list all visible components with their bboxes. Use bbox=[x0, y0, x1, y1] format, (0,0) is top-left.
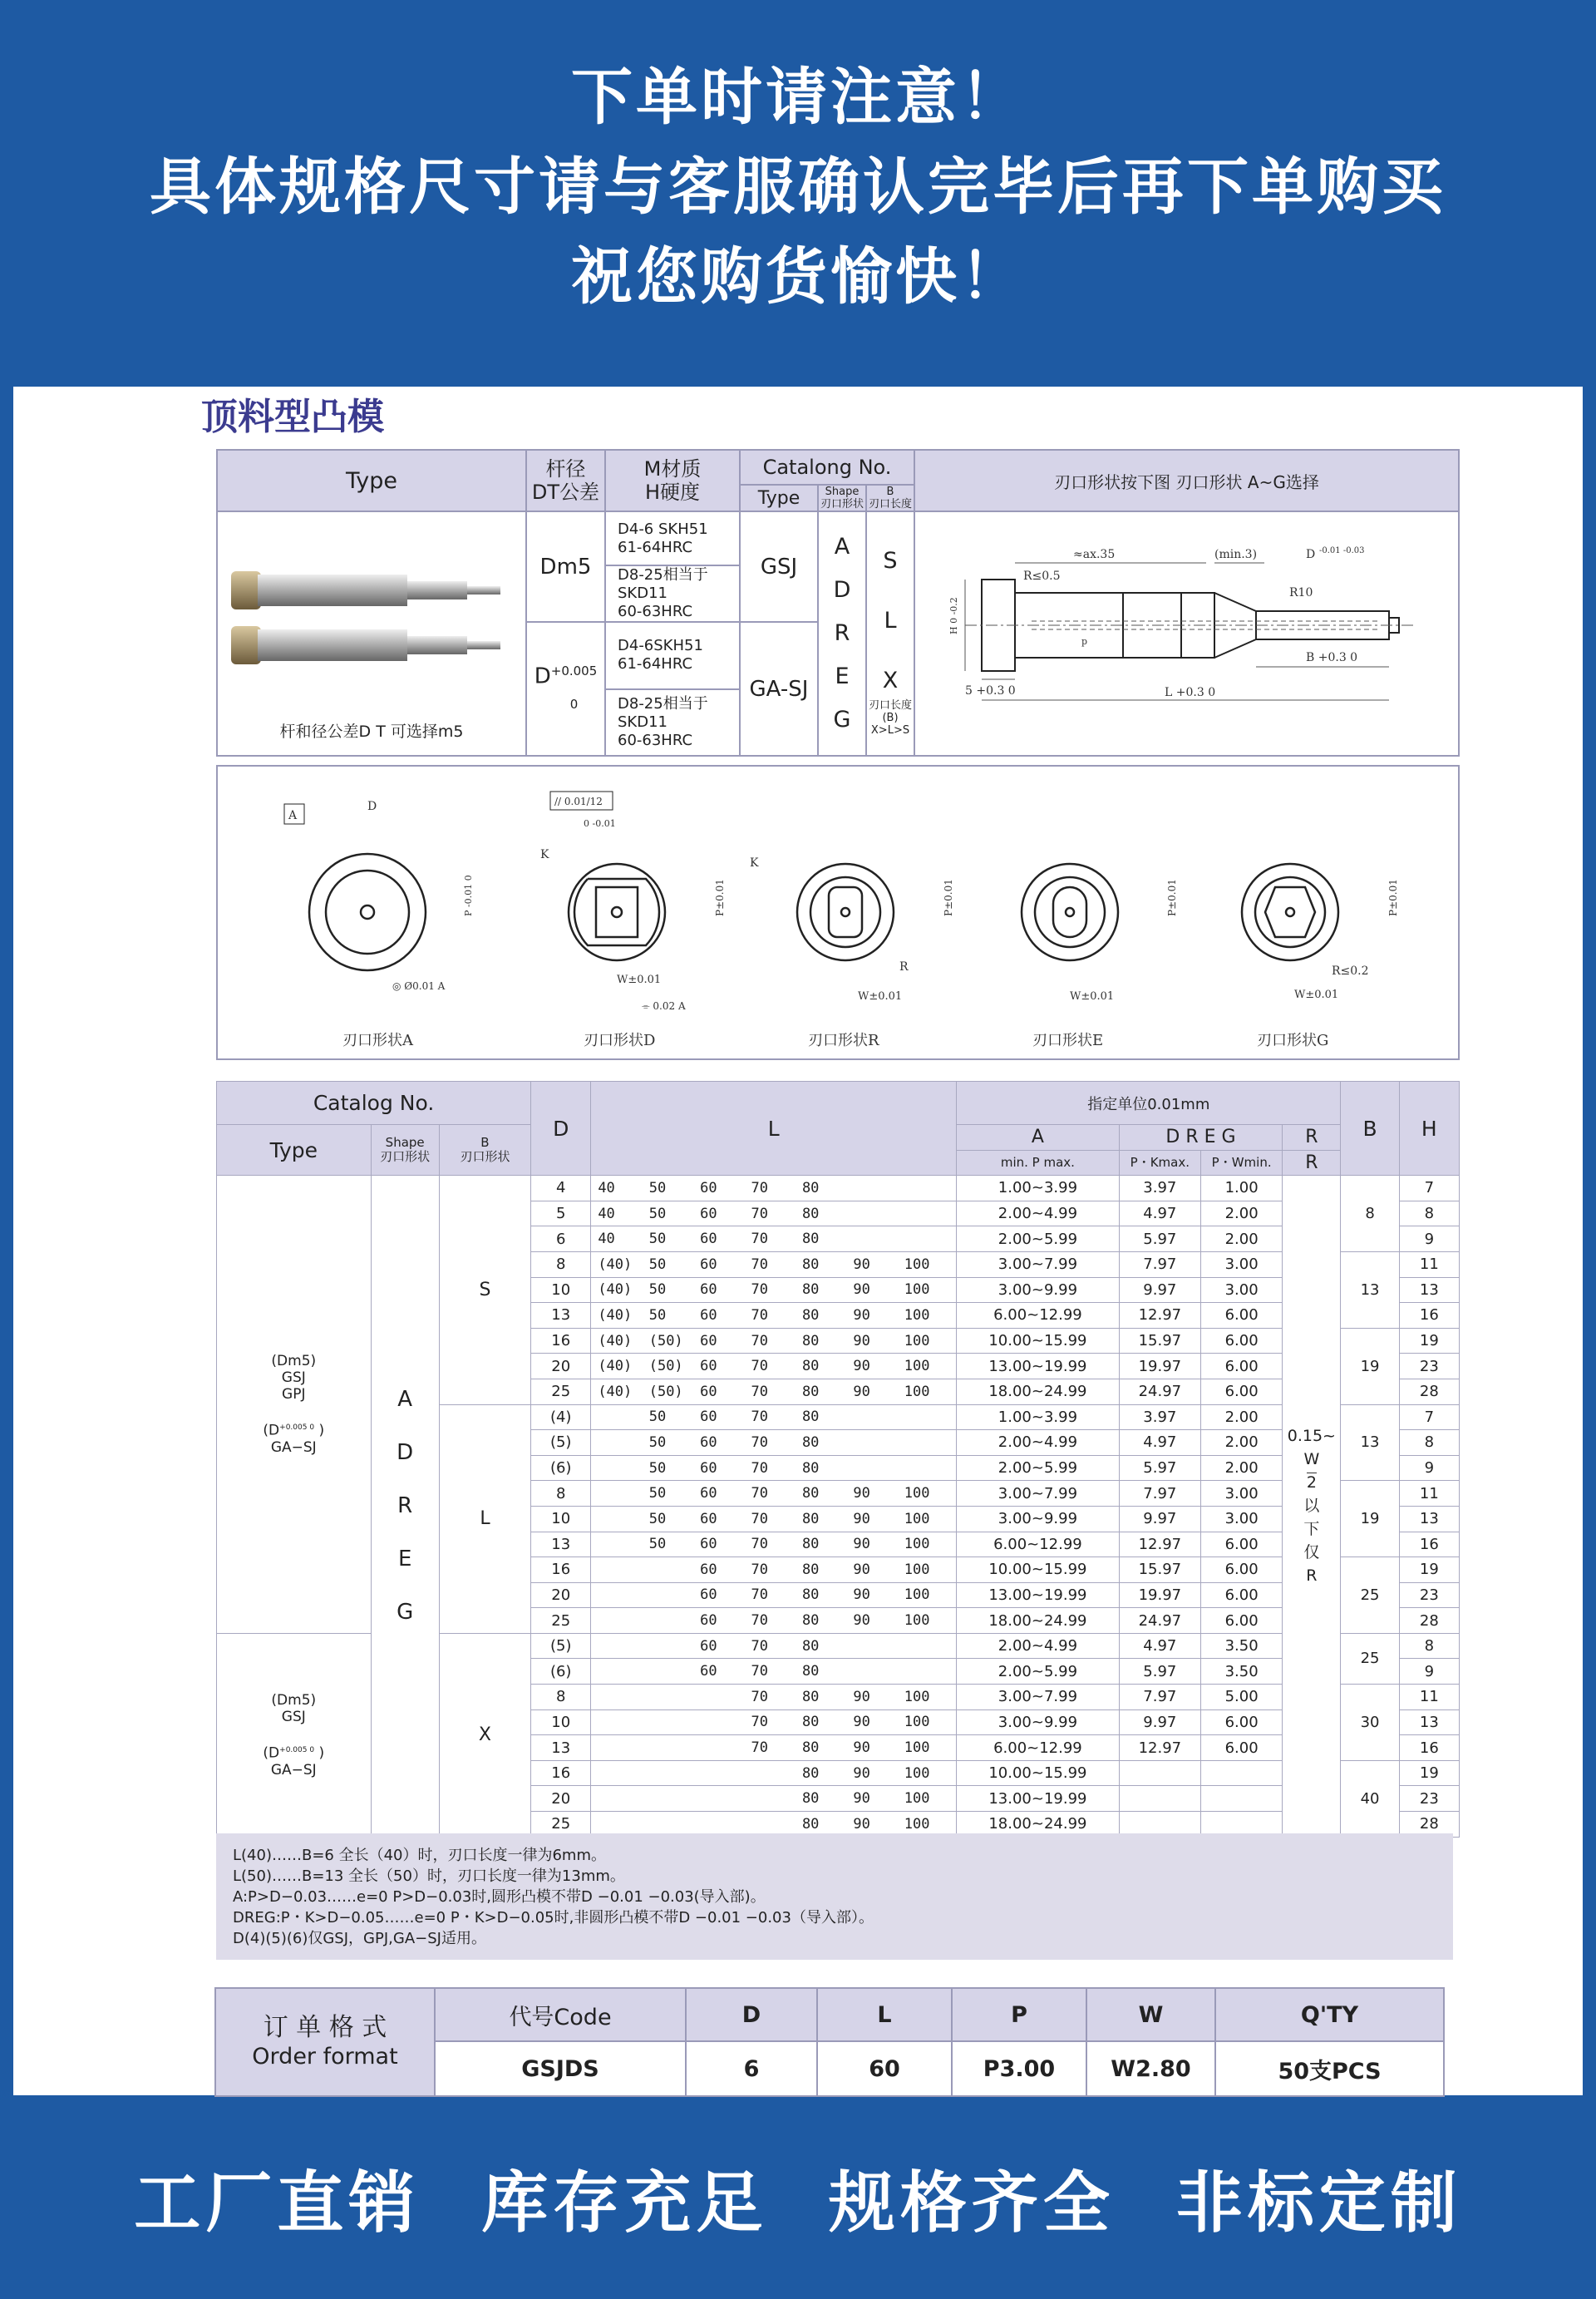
page-title: 顶料型凸模 bbox=[201, 396, 384, 438]
notice-banner bbox=[0, 0, 1596, 374]
cell-l: 40 50 60 70 80 bbox=[591, 1226, 956, 1252]
cell-a: 18.00~24.99 bbox=[957, 1812, 1120, 1838]
punch-photo bbox=[218, 513, 524, 754]
cell-d: 8 bbox=[531, 1481, 591, 1507]
cell-l: 50 60 70 80 bbox=[591, 1404, 956, 1430]
cell-a: 10.00~15.99 bbox=[957, 1557, 1120, 1583]
order-format-label: 订 单 格 式 Order format bbox=[215, 1988, 435, 2096]
cell-d: 6 bbox=[531, 1226, 591, 1252]
shapes-panel bbox=[216, 765, 1460, 1060]
cell-a: 6.00~12.99 bbox=[957, 1532, 1120, 1557]
cell-h: 16 bbox=[1399, 1532, 1459, 1557]
cell-a: 2.00~5.99 bbox=[957, 1455, 1120, 1481]
cell-a: 3.00~7.99 bbox=[957, 1251, 1120, 1277]
cell-l: 50 60 70 80 bbox=[591, 1430, 956, 1456]
order-d-header: D bbox=[686, 1988, 817, 2041]
dim-l: L +0.3 0 bbox=[1165, 686, 1216, 700]
order-l-value: 60 bbox=[817, 2041, 952, 2096]
b-shape-col-header: B 刃口形状 bbox=[439, 1125, 530, 1176]
a-header: A bbox=[957, 1125, 1120, 1151]
cell-l: 60 70 80 bbox=[591, 1659, 956, 1685]
cell-pw: 2.00 bbox=[1200, 1430, 1282, 1456]
cell-a: 1.00~3.99 bbox=[957, 1404, 1120, 1430]
dim-5: 5 +0.3 0 bbox=[965, 684, 1016, 698]
cell-l: (40) 50 60 70 80 90 100 bbox=[591, 1251, 956, 1277]
dim-min: (min.3) bbox=[1214, 548, 1258, 562]
shape-d-drawing bbox=[540, 792, 726, 1049]
cell-pk: 12.97 bbox=[1119, 1303, 1200, 1329]
cat-type-header: Type bbox=[740, 485, 818, 511]
punch-drawing-cell bbox=[914, 511, 1459, 756]
cell-a: 3.00~7.99 bbox=[957, 1481, 1120, 1507]
cell-pw: 5.00 bbox=[1200, 1685, 1282, 1710]
cell-b: 19 bbox=[1341, 1328, 1399, 1404]
cell-pw: 6.00 bbox=[1200, 1582, 1282, 1608]
cell-l: 40 50 60 70 80 bbox=[591, 1176, 956, 1201]
b-col-header: B bbox=[1341, 1082, 1399, 1176]
cell-b: 8 bbox=[1341, 1176, 1399, 1252]
pwmin-header: P・Wmin. bbox=[1200, 1150, 1282, 1176]
type-gsj: GSJ bbox=[740, 511, 818, 622]
shape-g-drawing bbox=[1242, 864, 1399, 1049]
shape-col-header: Shape 刃口形状 bbox=[371, 1125, 439, 1176]
shape-a-conc: ◎ Ø0.01 A bbox=[392, 980, 446, 992]
order-p-value: P3.00 bbox=[952, 2041, 1086, 2096]
cell-d: (6) bbox=[531, 1659, 591, 1685]
cell-pk: 4.97 bbox=[1119, 1201, 1200, 1226]
cell-a: 13.00~19.99 bbox=[957, 1582, 1120, 1608]
minp-header: min. P max. bbox=[957, 1150, 1120, 1176]
cell-pw: 3.00 bbox=[1200, 1506, 1282, 1532]
cell-pk bbox=[1119, 1786, 1200, 1812]
cell-b: 13 bbox=[1341, 1251, 1399, 1328]
cell-l: 60 70 80 90 100 bbox=[591, 1557, 956, 1583]
cell-h: 23 bbox=[1399, 1786, 1459, 1812]
cell-pk: 5.97 bbox=[1119, 1455, 1200, 1481]
cell-l: 40 50 60 70 80 bbox=[591, 1201, 956, 1226]
cell-h: 19 bbox=[1399, 1557, 1459, 1583]
cell-a: 2.00~5.99 bbox=[957, 1659, 1120, 1685]
cell-d: (5) bbox=[531, 1430, 591, 1456]
shape-d-sym: ⌯ 0.02 A bbox=[642, 1000, 686, 1012]
cell-pw: 2.00 bbox=[1200, 1201, 1282, 1226]
footer-banner: 工厂直销 库存充足 规格齐全 非标定制 bbox=[134, 2164, 1462, 2242]
cell-h: 13 bbox=[1399, 1506, 1459, 1532]
cell-pk: 4.97 bbox=[1119, 1430, 1200, 1456]
cell-l: 80 90 100 bbox=[591, 1812, 956, 1838]
shape-e-p: P±0.01 bbox=[1166, 879, 1178, 916]
cell-l: 50 60 70 80 bbox=[591, 1455, 956, 1481]
cell-pk: 7.97 bbox=[1119, 1251, 1200, 1277]
cell-b: 30 bbox=[1341, 1685, 1399, 1761]
cell-pk: 4.97 bbox=[1119, 1633, 1200, 1659]
shape-e-w: W±0.01 bbox=[1070, 990, 1115, 1003]
cell-a: 18.00~24.99 bbox=[957, 1379, 1120, 1404]
cell-h: 11 bbox=[1399, 1251, 1459, 1277]
dt-header: 杆径 DT公差 bbox=[526, 450, 605, 511]
cell-pw: 6.00 bbox=[1200, 1354, 1282, 1379]
shape-r-w: W±0.01 bbox=[858, 990, 903, 1003]
cell-d: 16 bbox=[531, 1760, 591, 1786]
cell-h: 9 bbox=[1399, 1455, 1459, 1481]
l-header: L bbox=[591, 1082, 957, 1176]
cell-a: 6.00~12.99 bbox=[957, 1735, 1120, 1761]
cell-h: 28 bbox=[1399, 1812, 1459, 1838]
shape-d-p: P±0.01 bbox=[714, 879, 726, 916]
cell-pw: 6.00 bbox=[1200, 1303, 1282, 1329]
note-2: L(50)……B=13 全长（50）时，刃口长度一律为13mm。 bbox=[233, 1867, 625, 1885]
cell-h: 23 bbox=[1399, 1582, 1459, 1608]
shape-g-p: P±0.01 bbox=[1387, 879, 1399, 916]
cell-l: 70 80 90 100 bbox=[591, 1709, 956, 1735]
type-gasj: GA-SJ bbox=[740, 622, 818, 756]
cell-l: 70 80 90 100 bbox=[591, 1735, 956, 1761]
shape-g-r: R≤0.2 bbox=[1332, 964, 1369, 978]
cell-d: 25 bbox=[531, 1608, 591, 1634]
r-header: R bbox=[1283, 1125, 1341, 1151]
cell-a: 13.00~19.99 bbox=[957, 1786, 1120, 1812]
order-w-header: W bbox=[1086, 1988, 1215, 2041]
banner-line-2: 具体规格尺寸请与客服确认完毕后再下单购买 bbox=[150, 151, 1446, 223]
cell-a: 18.00~24.99 bbox=[957, 1608, 1120, 1634]
cell-h: 8 bbox=[1399, 1633, 1459, 1659]
cell-l: (40) 50 60 70 80 90 100 bbox=[591, 1277, 956, 1303]
cell-pk: 7.97 bbox=[1119, 1481, 1200, 1507]
note-1: L(40)……B=6 全长（40）时，刃口长度一律为6mm。 bbox=[233, 1847, 607, 1864]
cell-d: 10 bbox=[531, 1277, 591, 1303]
dim-d: D bbox=[1306, 548, 1316, 562]
cell-pk: 5.97 bbox=[1119, 1659, 1200, 1685]
cell-pw: 6.00 bbox=[1200, 1379, 1282, 1404]
cell-d: 8 bbox=[531, 1685, 591, 1710]
shape-d-tol: 0 -0.01 bbox=[584, 818, 616, 829]
shape-d-par: // 0.01/12 bbox=[554, 796, 603, 807]
r-col-values: 0.15~ W 2 以 下 仅 R bbox=[1283, 1176, 1341, 1837]
cell-h: 28 bbox=[1399, 1379, 1459, 1404]
cell-h: 13 bbox=[1399, 1277, 1459, 1303]
shape-d-k: K bbox=[540, 848, 549, 861]
cell-pw: 2.00 bbox=[1200, 1404, 1282, 1430]
cell-pk: 24.97 bbox=[1119, 1608, 1200, 1634]
cell-h: 7 bbox=[1399, 1176, 1459, 1201]
notes-box bbox=[216, 1833, 1453, 1960]
cell-pw: 6.00 bbox=[1200, 1328, 1282, 1354]
cell-pw: 6.00 bbox=[1200, 1532, 1282, 1557]
cell-d: 10 bbox=[531, 1709, 591, 1735]
cell-pk: 12.97 bbox=[1119, 1532, 1200, 1557]
shape-r-r: R bbox=[899, 960, 909, 974]
unit-header: 指定单位0.01mm bbox=[957, 1082, 1341, 1125]
cell-pw: 3.00 bbox=[1200, 1251, 1282, 1277]
dim-r05: R≤0.5 bbox=[1023, 570, 1061, 584]
cell-pw: 3.00 bbox=[1200, 1277, 1282, 1303]
punch-drawing bbox=[915, 513, 1422, 754]
cell-d: 13 bbox=[531, 1303, 591, 1329]
order-qty-header: Q'TY bbox=[1215, 1988, 1444, 2041]
shape-r-label: 刃口形状R bbox=[808, 1032, 879, 1049]
blen-s: S bbox=[439, 1176, 530, 1404]
cell-a: 2.00~4.99 bbox=[957, 1201, 1120, 1226]
material-header: M材质 H硬度 bbox=[605, 450, 740, 511]
shape-d-label: 刃口形状D bbox=[584, 1032, 656, 1049]
material-3: D4-6SKH51 61-64HRC bbox=[605, 622, 740, 688]
cell-d: (4) bbox=[531, 1404, 591, 1430]
shape-a-drawing bbox=[284, 800, 474, 1049]
cell-pk: 24.97 bbox=[1119, 1379, 1200, 1404]
shape-header: Shape 刃口形状 bbox=[818, 485, 866, 511]
cell-pk: 5.97 bbox=[1119, 1226, 1200, 1252]
cell-d: 20 bbox=[531, 1786, 591, 1812]
order-code-header: 代号Code bbox=[435, 1988, 686, 2041]
cell-d: 4 bbox=[531, 1176, 591, 1201]
cell-pk: 15.97 bbox=[1119, 1557, 1200, 1583]
shape-choose-header: 刃口形状按下图 刃口形状 A~G选择 bbox=[914, 450, 1459, 511]
note-4: DREG:P・K>D−0.05……e=0 P・K>D−0.05时,非圆形凸模不带D −0.01 −0.03（导入部）。 bbox=[233, 1909, 874, 1927]
order-d-value: 6 bbox=[686, 2041, 817, 2096]
dim-b: B +0.3 0 bbox=[1306, 651, 1358, 665]
cell-b: 25 bbox=[1341, 1557, 1399, 1634]
cell-d: (6) bbox=[531, 1455, 591, 1481]
pkmax-header: P・Kmax. bbox=[1119, 1150, 1200, 1176]
blen-x: X bbox=[439, 1633, 530, 1837]
order-p-header: P bbox=[952, 1988, 1086, 2041]
note-5: D(4)(5)(6)仅GSJ，GPJ,GA−SJ适用。 bbox=[233, 1930, 486, 1947]
type-col-header: Type bbox=[217, 1125, 372, 1176]
shape-col-values: A D R E G bbox=[371, 1176, 439, 1837]
cell-d: 13 bbox=[531, 1735, 591, 1761]
tol-dplus: $D^{+0.005}$ 0 bbox=[526, 622, 605, 756]
shape-a-tag: A bbox=[288, 809, 298, 822]
shape-g-w: W±0.01 bbox=[1294, 989, 1339, 1001]
cell-b: 25 bbox=[1341, 1633, 1399, 1684]
type-header: Type bbox=[217, 450, 526, 511]
cell-a: 1.00~3.99 bbox=[957, 1176, 1120, 1201]
cell-h: 11 bbox=[1399, 1685, 1459, 1710]
dim-d-tol: -0.01 -0.03 bbox=[1319, 546, 1365, 556]
cell-h: 19 bbox=[1399, 1328, 1459, 1354]
cell-l: 50 60 70 80 90 100 bbox=[591, 1481, 956, 1507]
cell-a: 2.00~4.99 bbox=[957, 1633, 1120, 1659]
cell-pk: 15.97 bbox=[1119, 1328, 1200, 1354]
banner-line-1: 下单时请注意！ bbox=[571, 62, 1025, 133]
cell-b: 40 bbox=[1341, 1760, 1399, 1837]
cell-a: 10.00~15.99 bbox=[957, 1760, 1120, 1786]
type-group-2: (Dm5) GSJ ($D^{+0.005 0}$ ) GA−SJ bbox=[217, 1633, 372, 1837]
cell-pw bbox=[1200, 1786, 1282, 1812]
cell-pk: 7.97 bbox=[1119, 1685, 1200, 1710]
dim-h: H 0 -0.2 bbox=[948, 597, 959, 635]
cell-pk: 12.97 bbox=[1119, 1735, 1200, 1761]
cell-d: 16 bbox=[531, 1328, 591, 1354]
cell-h: 19 bbox=[1399, 1760, 1459, 1786]
dim-p: p bbox=[1081, 636, 1088, 648]
cell-h: 9 bbox=[1399, 1226, 1459, 1252]
material-1: D4-6 SKH51 61-64HRC bbox=[605, 511, 740, 565]
order-qty-value: 50支PCS bbox=[1215, 2041, 1444, 2096]
table-row bbox=[217, 1176, 1460, 1201]
cell-a: 2.00~4.99 bbox=[957, 1430, 1120, 1456]
cell-a: 6.00~12.99 bbox=[957, 1303, 1120, 1329]
cell-pw: 6.00 bbox=[1200, 1557, 1282, 1583]
cell-pw bbox=[1200, 1760, 1282, 1786]
cell-l: 50 60 70 80 90 100 bbox=[591, 1506, 956, 1532]
type-group-1: (Dm5) GSJ GPJ ($D^{+0.005 0}$ ) GA−SJ bbox=[217, 1176, 372, 1634]
cell-d: 13 bbox=[531, 1532, 591, 1557]
h-col-header: H bbox=[1399, 1082, 1459, 1176]
cell-a: 2.00~5.99 bbox=[957, 1226, 1120, 1252]
cell-l: 80 90 100 bbox=[591, 1760, 956, 1786]
cell-h: 23 bbox=[1399, 1354, 1459, 1379]
order-w-value: W2.80 bbox=[1086, 2041, 1215, 2096]
cell-h: 11 bbox=[1399, 1481, 1459, 1507]
cell-pk: 19.97 bbox=[1119, 1582, 1200, 1608]
cell-h: 16 bbox=[1399, 1303, 1459, 1329]
shape-g-label: 刃口形状G bbox=[1257, 1032, 1329, 1049]
cell-pk: 9.97 bbox=[1119, 1506, 1200, 1532]
cell-pw: 3.50 bbox=[1200, 1633, 1282, 1659]
shape-d-w: W±0.01 bbox=[617, 974, 662, 986]
cell-h: 7 bbox=[1399, 1404, 1459, 1430]
note-3: A:P>D−0.03……e=0 P>D−0.03时,圆形凸模不带D −0.01 −0.03(导入部)。 bbox=[233, 1888, 766, 1906]
cell-l: 60 70 80 bbox=[591, 1633, 956, 1659]
cell-d: 25 bbox=[531, 1379, 591, 1404]
cell-l: 60 70 80 90 100 bbox=[591, 1608, 956, 1634]
b-list: S L X 刃口长度 (B) X>L>S bbox=[866, 511, 914, 756]
cell-pw: 6.00 bbox=[1200, 1735, 1282, 1761]
cell-h: 13 bbox=[1399, 1709, 1459, 1735]
cell-b: 19 bbox=[1341, 1481, 1399, 1557]
cell-l: 70 80 90 100 bbox=[591, 1685, 956, 1710]
cell-a: 3.00~9.99 bbox=[957, 1506, 1120, 1532]
cell-pk: 19.97 bbox=[1119, 1354, 1200, 1379]
cell-pw: 2.00 bbox=[1200, 1455, 1282, 1481]
cell-a: 13.00~19.99 bbox=[957, 1354, 1120, 1379]
cell-l: (40) (50) 60 70 80 90 100 bbox=[591, 1328, 956, 1354]
shape-e-label: 刃口形状E bbox=[1032, 1032, 1104, 1049]
cell-l: (40) (50) 60 70 80 90 100 bbox=[591, 1379, 956, 1404]
cell-pk: 3.97 bbox=[1119, 1404, 1200, 1430]
dim-max: ≈ax.35 bbox=[1073, 548, 1116, 562]
cell-d: 5 bbox=[531, 1201, 591, 1226]
cell-d: 20 bbox=[531, 1582, 591, 1608]
cell-l: 80 90 100 bbox=[591, 1786, 956, 1812]
shape-r-drawing bbox=[750, 856, 954, 1049]
material-4: D8-25相当于SKD11 60-63HRC bbox=[605, 689, 740, 756]
cell-d: 20 bbox=[531, 1354, 591, 1379]
cell-b: 13 bbox=[1341, 1404, 1399, 1481]
cell-h: 9 bbox=[1399, 1659, 1459, 1685]
cell-h: 28 bbox=[1399, 1608, 1459, 1634]
cell-pw: 3.50 bbox=[1200, 1659, 1282, 1685]
punch-photo-cell bbox=[217, 511, 526, 756]
dimension-table bbox=[216, 1081, 1460, 1838]
cell-d: 25 bbox=[531, 1812, 591, 1838]
cell-d: (5) bbox=[531, 1633, 591, 1659]
catalog-no-header: Catalog No. bbox=[217, 1082, 531, 1125]
catalog-header: Catalong No. bbox=[740, 450, 914, 485]
cell-l: (40) 50 60 70 80 90 100 bbox=[591, 1303, 956, 1329]
shape-e-drawing bbox=[1022, 864, 1178, 1049]
photo-caption: 杆和径公差D T 可选择m5 bbox=[279, 723, 464, 741]
cell-pw: 2.00 bbox=[1200, 1226, 1282, 1252]
cell-h: 8 bbox=[1399, 1201, 1459, 1226]
shape-a-label: 刃口形状A bbox=[342, 1032, 413, 1049]
order-code-value: GSJDS bbox=[435, 2041, 686, 2096]
dreg-header: D R E G bbox=[1119, 1125, 1283, 1151]
order-format-table bbox=[214, 1987, 1445, 2097]
cell-d: 10 bbox=[531, 1506, 591, 1532]
cell-a: 3.00~7.99 bbox=[957, 1685, 1120, 1710]
cell-pw: 6.00 bbox=[1200, 1709, 1282, 1735]
cell-l: 60 70 80 90 100 bbox=[591, 1582, 956, 1608]
shape-a-p: P -0.01 0 bbox=[463, 875, 474, 916]
cell-a: 3.00~9.99 bbox=[957, 1709, 1120, 1735]
banner-line-3: 祝您购货愉快！ bbox=[571, 241, 1025, 313]
r-subheader: R bbox=[1283, 1150, 1341, 1176]
d-header: D bbox=[531, 1082, 591, 1176]
spec-table bbox=[216, 449, 1460, 757]
cell-h: 16 bbox=[1399, 1735, 1459, 1761]
cell-h: 8 bbox=[1399, 1430, 1459, 1456]
order-l-header: L bbox=[817, 1988, 952, 2041]
cell-pw: 3.00 bbox=[1200, 1481, 1282, 1507]
cell-a: 3.00~9.99 bbox=[957, 1277, 1120, 1303]
cell-d: 16 bbox=[531, 1557, 591, 1583]
b-header: B 刃口长度 bbox=[866, 485, 914, 511]
shape-r-p: P±0.01 bbox=[943, 879, 954, 916]
shape-a-d: D bbox=[367, 800, 377, 813]
cell-l: 50 60 70 80 90 100 bbox=[591, 1532, 956, 1557]
tol-dm5: Dm5 bbox=[526, 511, 605, 622]
cell-pk: 3.97 bbox=[1119, 1176, 1200, 1201]
blen-l: L bbox=[439, 1404, 530, 1633]
shape-r-k: K bbox=[750, 856, 759, 870]
dim-r10: R10 bbox=[1289, 586, 1313, 600]
cell-pk: 9.97 bbox=[1119, 1277, 1200, 1303]
cell-a: 10.00~15.99 bbox=[957, 1328, 1120, 1354]
cell-d: 8 bbox=[531, 1251, 591, 1277]
cell-pk: 9.97 bbox=[1119, 1709, 1200, 1735]
cell-pw: 6.00 bbox=[1200, 1608, 1282, 1634]
cell-pw: 1.00 bbox=[1200, 1176, 1282, 1201]
shape-list: A D R E G bbox=[818, 511, 866, 756]
material-2: D8-25相当于SKD11 60-63HRC bbox=[605, 565, 740, 622]
cell-l: (40) (50) 60 70 80 90 100 bbox=[591, 1354, 956, 1379]
cell-pk bbox=[1119, 1760, 1200, 1786]
